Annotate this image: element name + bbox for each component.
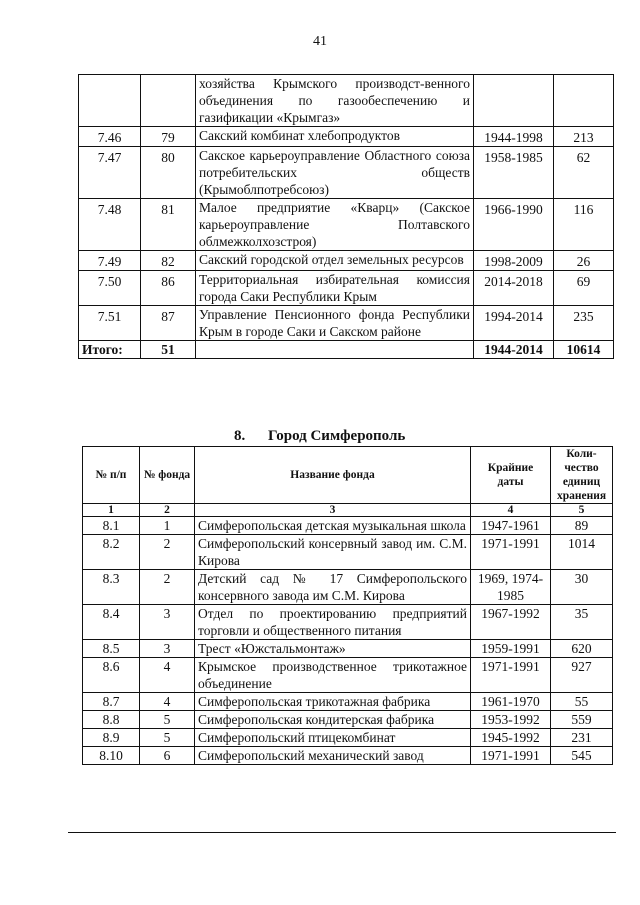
fond-name: Симферопольский птицекомбинат — [195, 729, 471, 747]
date-range: 1944-1998 — [474, 127, 554, 147]
header-units: Коли-чество единиц хранения — [551, 447, 613, 504]
table-row — [79, 271, 614, 306]
date-range: 1998-2009 — [474, 251, 554, 271]
storage-units: 559 — [551, 711, 613, 729]
storage-units: 231 — [551, 729, 613, 747]
table-row — [83, 570, 613, 605]
date-range — [474, 75, 554, 127]
date-range: 1959-1991 — [471, 640, 551, 658]
row-number: 8.2 — [83, 535, 140, 570]
section-number: 8. — [234, 428, 246, 444]
storage-units: 620 — [551, 640, 613, 658]
row-number: 8.10 — [83, 747, 140, 765]
storage-units: 213 — [554, 127, 614, 147]
fond-name: Детский сад № 17 Симферопольского консервного завода им С.М. Кирова — [195, 570, 471, 605]
fond-number: 81 — [141, 199, 196, 251]
storage-units: 89 — [551, 517, 613, 535]
fond-name: Крымское производственное трикотажное объединение — [195, 658, 471, 693]
table-row — [83, 711, 613, 729]
table-row — [79, 251, 614, 271]
total-dates: 1944-2014 — [474, 341, 554, 359]
storage-units — [554, 75, 614, 127]
date-range: 1967-1992 — [471, 605, 551, 640]
date-range: 1958-1985 — [474, 147, 554, 199]
fond-name: Управление Пенсионного фонда Республики Крым в городе Саки и Сакском районе — [196, 306, 474, 341]
table-row — [83, 747, 613, 765]
fond-name: Симферопольская детская музыкальная школа — [195, 517, 471, 535]
fond-number: 2 — [140, 570, 195, 605]
fond-number: 5 — [140, 711, 195, 729]
date-range: 1947-1961 — [471, 517, 551, 535]
storage-units: 55 — [551, 693, 613, 711]
fond-number: 6 — [140, 747, 195, 765]
section-heading — [234, 428, 405, 445]
table-row — [79, 199, 614, 251]
section-title: Город Симферополь — [268, 428, 406, 444]
fond-number: 3 — [140, 605, 195, 640]
date-range: 1961-1970 — [471, 693, 551, 711]
total-empty-cell — [196, 341, 474, 359]
date-range: 1971-1991 — [471, 747, 551, 765]
table-row — [79, 127, 614, 147]
table-row — [79, 75, 614, 127]
row-number: 8.5 — [83, 640, 140, 658]
row-number: 8.1 — [83, 517, 140, 535]
header-row — [83, 447, 613, 504]
header-dates: Крайние даты — [471, 447, 551, 504]
row-number: 8.9 — [83, 729, 140, 747]
storage-units: 35 — [551, 605, 613, 640]
fond-name: Отдел по проектированию предприятий торговли и общественного питания — [195, 605, 471, 640]
fond-number: 79 — [141, 127, 196, 147]
storage-units: 1014 — [551, 535, 613, 570]
page-number: 41 — [313, 34, 327, 49]
table-row — [83, 693, 613, 711]
header-num: № п/п — [83, 447, 140, 504]
storage-units: 69 — [554, 271, 614, 306]
fond-name: Территориальная избирательная комиссия города Саки Республики Крым — [196, 271, 474, 306]
table-row — [83, 640, 613, 658]
row-number: 8.3 — [83, 570, 140, 605]
table-row — [79, 306, 614, 341]
archive-table-simferopol — [82, 446, 613, 765]
row-number: 8.4 — [83, 605, 140, 640]
date-range: 1945-1992 — [471, 729, 551, 747]
fond-number: 87 — [141, 306, 196, 341]
date-range: 1994-2014 — [474, 306, 554, 341]
fond-number — [141, 75, 196, 127]
fond-number: 3 — [140, 640, 195, 658]
fond-name: Сакское карьероуправление Областного союза потребительских обществ (Крымоблпотребсоюз) — [196, 147, 474, 199]
row-number: 7.50 — [79, 271, 141, 306]
column-index: 2 — [140, 504, 195, 517]
row-number: 7.46 — [79, 127, 141, 147]
table-row — [83, 605, 613, 640]
storage-units: 927 — [551, 658, 613, 693]
fond-name: Сакский комбинат хлебопродуктов — [196, 127, 474, 147]
archive-table-saki — [78, 74, 614, 359]
row-number: 7.49 — [79, 251, 141, 271]
row-number: 8.6 — [83, 658, 140, 693]
table-row — [83, 517, 613, 535]
fond-number: 2 — [140, 535, 195, 570]
total-row — [79, 341, 614, 359]
fond-number: 4 — [140, 658, 195, 693]
table-row — [79, 147, 614, 199]
table-row — [83, 535, 613, 570]
row-number: 7.51 — [79, 306, 141, 341]
fond-name: Трест «Южстальмонтаж» — [195, 640, 471, 658]
fond-name: Сакский городской отдел земельных ресурсов — [196, 251, 474, 271]
table-row — [83, 658, 613, 693]
table-row — [83, 729, 613, 747]
fond-number: 82 — [141, 251, 196, 271]
row-number: 7.48 — [79, 199, 141, 251]
date-range: 1966-1990 — [474, 199, 554, 251]
date-range: 1969, 1974-1985 — [471, 570, 551, 605]
fond-number: 80 — [141, 147, 196, 199]
storage-units: 235 — [554, 306, 614, 341]
date-range: 2014-2018 — [474, 271, 554, 306]
fond-name: Симферопольский механический завод — [195, 747, 471, 765]
column-index: 3 — [195, 504, 471, 517]
column-index: 4 — [471, 504, 551, 517]
fond-name: хозяйства Крымского производст-венного объединения по газообеспечению и газификации «Крымгаз» — [196, 75, 474, 127]
fond-name: Симферопольская кондитерская фабрика — [195, 711, 471, 729]
fond-number: 1 — [140, 517, 195, 535]
fond-number: 5 — [140, 729, 195, 747]
column-index-row — [83, 504, 613, 517]
date-range: 1953-1992 — [471, 711, 551, 729]
total-label: Итого: — [79, 341, 141, 359]
date-range: 1971-1991 — [471, 658, 551, 693]
fond-name: Малое предприятие «Кварц» (Сакское карьероуправление Полтавского облмежколхозстроя) — [196, 199, 474, 251]
column-index: 1 — [83, 504, 140, 517]
row-number: 8.8 — [83, 711, 140, 729]
storage-units: 545 — [551, 747, 613, 765]
storage-units: 30 — [551, 570, 613, 605]
fond-number: 4 — [140, 693, 195, 711]
fond-name: Симферопольский консервный завод им. С.М. Кирова — [195, 535, 471, 570]
total-units: 10614 — [554, 341, 614, 359]
row-number: 8.7 — [83, 693, 140, 711]
storage-units: 62 — [554, 147, 614, 199]
fond-name: Симферопольская трикотажная фабрика — [195, 693, 471, 711]
storage-units: 116 — [554, 199, 614, 251]
column-index: 5 — [551, 504, 613, 517]
row-number — [79, 75, 141, 127]
fond-number: 86 — [141, 271, 196, 306]
page-bottom-rule — [68, 832, 616, 833]
storage-units: 26 — [554, 251, 614, 271]
total-fond-count: 51 — [141, 341, 196, 359]
header-name: Название фонда — [195, 447, 471, 504]
header-fond: № фонда — [140, 447, 195, 504]
row-number: 7.47 — [79, 147, 141, 199]
date-range: 1971-1991 — [471, 535, 551, 570]
